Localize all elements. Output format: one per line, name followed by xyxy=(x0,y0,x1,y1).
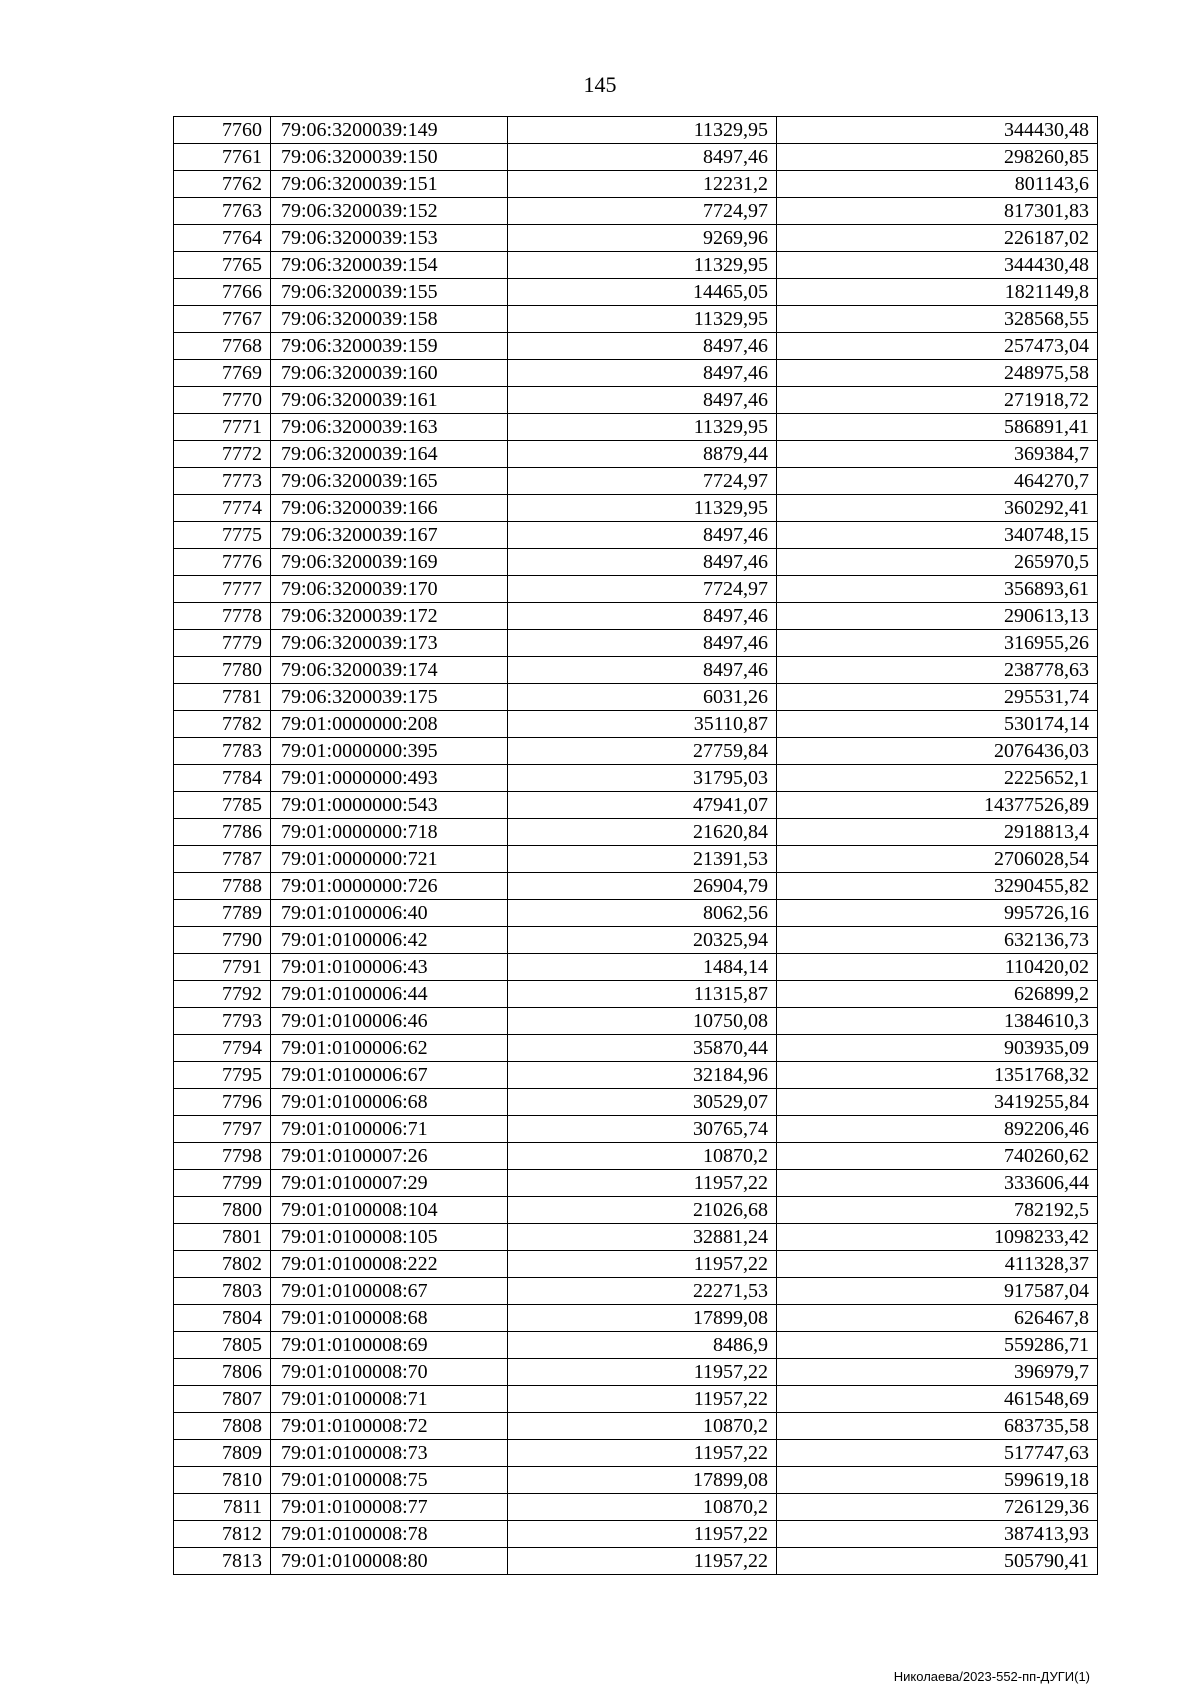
row-number-cell: 7769 xyxy=(174,360,271,387)
row-number-cell: 7799 xyxy=(174,1170,271,1197)
cadastral-number-cell: 79:01:0100008:72 xyxy=(271,1413,508,1440)
cadastral-number-cell: 79:01:0000000:493 xyxy=(271,765,508,792)
table-row xyxy=(174,306,1098,333)
cadastral-value-cell: 396979,7 xyxy=(777,1359,1098,1386)
cadastral-number-cell: 79:01:0100008:104 xyxy=(271,1197,508,1224)
cadastral-value-cell: 530174,14 xyxy=(777,711,1098,738)
row-number-cell: 7763 xyxy=(174,198,271,225)
row-number-cell: 7770 xyxy=(174,387,271,414)
cadastral-value-cell: 295531,74 xyxy=(777,684,1098,711)
area-cell: 47941,07 xyxy=(508,792,777,819)
table-row xyxy=(174,117,1098,144)
cadastral-number-cell: 79:01:0100008:68 xyxy=(271,1305,508,1332)
cadastral-number-cell: 79:06:3200039:163 xyxy=(271,414,508,441)
table-row xyxy=(174,576,1098,603)
row-number-cell: 7761 xyxy=(174,144,271,171)
area-cell: 12231,2 xyxy=(508,171,777,198)
table-row xyxy=(174,1035,1098,1062)
row-number-cell: 7811 xyxy=(174,1494,271,1521)
row-number-cell: 7804 xyxy=(174,1305,271,1332)
row-number-cell: 7783 xyxy=(174,738,271,765)
cadastral-value-cell: 265970,5 xyxy=(777,549,1098,576)
area-cell: 21620,84 xyxy=(508,819,777,846)
row-number-cell: 7806 xyxy=(174,1359,271,1386)
cadastral-value-cell: 226187,02 xyxy=(777,225,1098,252)
row-number-cell: 7772 xyxy=(174,441,271,468)
cadastral-value-cell: 1351768,32 xyxy=(777,1062,1098,1089)
area-cell: 27759,84 xyxy=(508,738,777,765)
table-row xyxy=(174,1062,1098,1089)
cadastral-value-cell: 328568,55 xyxy=(777,306,1098,333)
row-number-cell: 7786 xyxy=(174,819,271,846)
cadastral-number-cell: 79:06:3200039:150 xyxy=(271,144,508,171)
area-cell: 8497,46 xyxy=(508,360,777,387)
area-cell: 32881,24 xyxy=(508,1224,777,1251)
cadastral-value-cell: 290613,13 xyxy=(777,603,1098,630)
area-cell: 11957,22 xyxy=(508,1440,777,1467)
cadastral-value-cell: 2918813,4 xyxy=(777,819,1098,846)
cadastral-number-cell: 79:01:0000000:718 xyxy=(271,819,508,846)
cadastral-number-cell: 79:06:3200039:166 xyxy=(271,495,508,522)
table-row xyxy=(174,144,1098,171)
area-cell: 17899,08 xyxy=(508,1305,777,1332)
cadastral-number-cell: 79:01:0100007:26 xyxy=(271,1143,508,1170)
cadastral-number-cell: 79:01:0100008:80 xyxy=(271,1548,508,1575)
table-row xyxy=(174,846,1098,873)
area-cell: 11329,95 xyxy=(508,252,777,279)
cadastral-value-cell: 356893,61 xyxy=(777,576,1098,603)
cadastral-number-cell: 79:06:3200039:175 xyxy=(271,684,508,711)
table-row xyxy=(174,1008,1098,1035)
table-row xyxy=(174,684,1098,711)
row-number-cell: 7808 xyxy=(174,1413,271,1440)
cadastral-value-table xyxy=(173,116,1098,1575)
row-number-cell: 7785 xyxy=(174,792,271,819)
table-row xyxy=(174,225,1098,252)
area-cell: 11329,95 xyxy=(508,495,777,522)
table-row xyxy=(174,819,1098,846)
table-row xyxy=(174,954,1098,981)
area-cell: 8497,46 xyxy=(508,603,777,630)
cadastral-value-cell: 257473,04 xyxy=(777,333,1098,360)
cadastral-value-cell: 892206,46 xyxy=(777,1116,1098,1143)
table-row xyxy=(174,1197,1098,1224)
row-number-cell: 7807 xyxy=(174,1386,271,1413)
row-number-cell: 7775 xyxy=(174,522,271,549)
table-row xyxy=(174,360,1098,387)
row-number-cell: 7771 xyxy=(174,414,271,441)
cadastral-value-cell: 1098233,42 xyxy=(777,1224,1098,1251)
row-number-cell: 7813 xyxy=(174,1548,271,1575)
row-number-cell: 7766 xyxy=(174,279,271,306)
cadastral-value-cell: 3290455,82 xyxy=(777,873,1098,900)
cadastral-value-cell: 298260,85 xyxy=(777,144,1098,171)
cadastral-number-cell: 79:01:0000000:726 xyxy=(271,873,508,900)
area-cell: 21391,53 xyxy=(508,846,777,873)
area-cell: 31795,03 xyxy=(508,765,777,792)
area-cell: 8497,46 xyxy=(508,333,777,360)
row-number-cell: 7778 xyxy=(174,603,271,630)
table-row xyxy=(174,1359,1098,1386)
cadastral-value-cell: 360292,41 xyxy=(777,495,1098,522)
area-cell: 7724,97 xyxy=(508,576,777,603)
row-number-cell: 7788 xyxy=(174,873,271,900)
cadastral-value-cell: 586891,41 xyxy=(777,414,1098,441)
area-cell: 8497,46 xyxy=(508,522,777,549)
cadastral-number-cell: 79:06:3200039:164 xyxy=(271,441,508,468)
area-cell: 9269,96 xyxy=(508,225,777,252)
table-row xyxy=(174,711,1098,738)
table-row xyxy=(174,1440,1098,1467)
area-cell: 11315,87 xyxy=(508,981,777,1008)
cadastral-value-cell: 387413,93 xyxy=(777,1521,1098,1548)
cadastral-value-cell: 271918,72 xyxy=(777,387,1098,414)
area-cell: 8879,44 xyxy=(508,441,777,468)
table-row xyxy=(174,792,1098,819)
row-number-cell: 7779 xyxy=(174,630,271,657)
area-cell: 6031,26 xyxy=(508,684,777,711)
area-cell: 30529,07 xyxy=(508,1089,777,1116)
table-row xyxy=(174,1251,1098,1278)
cadastral-value-cell: 505790,41 xyxy=(777,1548,1098,1575)
cadastral-value-cell: 411328,37 xyxy=(777,1251,1098,1278)
area-cell: 11957,22 xyxy=(508,1170,777,1197)
cadastral-value-cell: 626899,2 xyxy=(777,981,1098,1008)
row-number-cell: 7762 xyxy=(174,171,271,198)
cadastral-number-cell: 79:01:0100006:44 xyxy=(271,981,508,1008)
area-cell: 8497,46 xyxy=(508,657,777,684)
page-number: 145 xyxy=(583,72,617,97)
cadastral-number-cell: 79:01:0100008:67 xyxy=(271,1278,508,1305)
row-number-cell: 7780 xyxy=(174,657,271,684)
cadastral-value-cell: 726129,36 xyxy=(777,1494,1098,1521)
cadastral-number-cell: 79:01:0100006:46 xyxy=(271,1008,508,1035)
cadastral-number-cell: 79:06:3200039:169 xyxy=(271,549,508,576)
row-number-cell: 7789 xyxy=(174,900,271,927)
area-cell: 11957,22 xyxy=(508,1386,777,1413)
row-number-cell: 7765 xyxy=(174,252,271,279)
cadastral-value-cell: 464270,7 xyxy=(777,468,1098,495)
cadastral-number-cell: 79:01:0100008:70 xyxy=(271,1359,508,1386)
row-number-cell: 7792 xyxy=(174,981,271,1008)
area-cell: 21026,68 xyxy=(508,1197,777,1224)
cadastral-value-cell: 333606,44 xyxy=(777,1170,1098,1197)
row-number-cell: 7760 xyxy=(174,117,271,144)
row-number-cell: 7805 xyxy=(174,1332,271,1359)
cadastral-value-cell: 1384610,3 xyxy=(777,1008,1098,1035)
row-number-cell: 7767 xyxy=(174,306,271,333)
area-cell: 8486,9 xyxy=(508,1332,777,1359)
cadastral-number-cell: 79:01:0100008:105 xyxy=(271,1224,508,1251)
area-cell: 10870,2 xyxy=(508,1143,777,1170)
cadastral-number-cell: 79:01:0100006:40 xyxy=(271,900,508,927)
table-row xyxy=(174,468,1098,495)
area-cell: 8497,46 xyxy=(508,387,777,414)
cadastral-number-cell: 79:06:3200039:167 xyxy=(271,522,508,549)
cadastral-number-cell: 79:06:3200039:165 xyxy=(271,468,508,495)
row-number-cell: 7803 xyxy=(174,1278,271,1305)
area-cell: 20325,94 xyxy=(508,927,777,954)
cadastral-number-cell: 79:06:3200039:170 xyxy=(271,576,508,603)
cadastral-value-cell: 369384,7 xyxy=(777,441,1098,468)
row-number-cell: 7787 xyxy=(174,846,271,873)
area-cell: 35110,87 xyxy=(508,711,777,738)
document-code-footer: Николаева/2023-552-пп-ДУГИ(1) xyxy=(893,1669,1090,1684)
cadastral-number-cell: 79:01:0100006:67 xyxy=(271,1062,508,1089)
cadastral-number-cell: 79:06:3200039:152 xyxy=(271,198,508,225)
table-row xyxy=(174,738,1098,765)
table-row xyxy=(174,279,1098,306)
cadastral-number-cell: 79:01:0100006:42 xyxy=(271,927,508,954)
area-cell: 14465,05 xyxy=(508,279,777,306)
table-row xyxy=(174,1305,1098,1332)
cadastral-number-cell: 79:06:3200039:174 xyxy=(271,657,508,684)
cadastral-value-cell: 559286,71 xyxy=(777,1332,1098,1359)
cadastral-number-cell: 79:06:3200039:173 xyxy=(271,630,508,657)
table-row xyxy=(174,1521,1098,1548)
table-row xyxy=(174,1143,1098,1170)
area-cell: 8497,46 xyxy=(508,549,777,576)
cadastral-value-cell: 995726,16 xyxy=(777,900,1098,927)
cadastral-value-cell: 517747,63 xyxy=(777,1440,1098,1467)
cadastral-value-cell: 110420,02 xyxy=(777,954,1098,981)
row-number-cell: 7782 xyxy=(174,711,271,738)
table-row xyxy=(174,900,1098,927)
row-number-cell: 7777 xyxy=(174,576,271,603)
table-body xyxy=(174,117,1098,1575)
cadastral-number-cell: 79:06:3200039:153 xyxy=(271,225,508,252)
table-row xyxy=(174,603,1098,630)
cadastral-number-cell: 79:06:3200039:172 xyxy=(271,603,508,630)
cadastral-value-cell: 14377526,89 xyxy=(777,792,1098,819)
cadastral-number-cell: 79:06:3200039:149 xyxy=(271,117,508,144)
table-row xyxy=(174,657,1098,684)
row-number-cell: 7794 xyxy=(174,1035,271,1062)
cadastral-number-cell: 79:01:0100008:73 xyxy=(271,1440,508,1467)
area-cell: 7724,97 xyxy=(508,468,777,495)
area-cell: 10750,08 xyxy=(508,1008,777,1035)
area-cell: 11329,95 xyxy=(508,414,777,441)
table-row xyxy=(174,549,1098,576)
table-row xyxy=(174,333,1098,360)
row-number-cell: 7812 xyxy=(174,1521,271,1548)
cadastral-number-cell: 79:01:0100008:71 xyxy=(271,1386,508,1413)
table-row xyxy=(174,630,1098,657)
cadastral-number-cell: 79:06:3200039:159 xyxy=(271,333,508,360)
row-number-cell: 7800 xyxy=(174,1197,271,1224)
table-row xyxy=(174,1332,1098,1359)
cadastral-number-cell: 79:01:0100008:69 xyxy=(271,1332,508,1359)
row-number-cell: 7776 xyxy=(174,549,271,576)
cadastral-value-cell: 817301,83 xyxy=(777,198,1098,225)
cadastral-number-cell: 79:01:0100007:29 xyxy=(271,1170,508,1197)
area-cell: 32184,96 xyxy=(508,1062,777,1089)
area-cell: 8062,56 xyxy=(508,900,777,927)
row-number-cell: 7798 xyxy=(174,1143,271,1170)
table-row xyxy=(174,441,1098,468)
cadastral-number-cell: 79:01:0000000:543 xyxy=(271,792,508,819)
cadastral-value-cell: 917587,04 xyxy=(777,1278,1098,1305)
row-number-cell: 7795 xyxy=(174,1062,271,1089)
cadastral-value-cell: 801143,6 xyxy=(777,171,1098,198)
cadastral-number-cell: 79:06:3200039:160 xyxy=(271,360,508,387)
table-row xyxy=(174,981,1098,1008)
cadastral-number-cell: 79:06:3200039:151 xyxy=(271,171,508,198)
area-cell: 22271,53 xyxy=(508,1278,777,1305)
row-number-cell: 7791 xyxy=(174,954,271,981)
table-row xyxy=(174,1116,1098,1143)
cadastral-value-cell: 316955,26 xyxy=(777,630,1098,657)
cadastral-value-cell: 1821149,8 xyxy=(777,279,1098,306)
row-number-cell: 7768 xyxy=(174,333,271,360)
cadastral-value-cell: 2706028,54 xyxy=(777,846,1098,873)
row-number-cell: 7810 xyxy=(174,1467,271,1494)
cadastral-value-cell: 340748,15 xyxy=(777,522,1098,549)
row-number-cell: 7784 xyxy=(174,765,271,792)
table-row xyxy=(174,1386,1098,1413)
cadastral-value-cell: 632136,73 xyxy=(777,927,1098,954)
area-cell: 30765,74 xyxy=(508,1116,777,1143)
row-number-cell: 7797 xyxy=(174,1116,271,1143)
row-number-cell: 7773 xyxy=(174,468,271,495)
area-cell: 7724,97 xyxy=(508,198,777,225)
table-row xyxy=(174,1170,1098,1197)
cadastral-number-cell: 79:06:3200039:158 xyxy=(271,306,508,333)
area-cell: 11957,22 xyxy=(508,1521,777,1548)
cadastral-value-cell: 344430,48 xyxy=(777,117,1098,144)
cadastral-number-cell: 79:01:0000000:208 xyxy=(271,711,508,738)
area-cell: 11329,95 xyxy=(508,117,777,144)
cadastral-value-cell: 461548,69 xyxy=(777,1386,1098,1413)
row-number-cell: 7809 xyxy=(174,1440,271,1467)
area-cell: 1484,14 xyxy=(508,954,777,981)
area-cell: 11957,22 xyxy=(508,1251,777,1278)
row-number-cell: 7802 xyxy=(174,1251,271,1278)
table-row xyxy=(174,1467,1098,1494)
table-row xyxy=(174,495,1098,522)
area-cell: 11957,22 xyxy=(508,1359,777,1386)
cadastral-value-cell: 626467,8 xyxy=(777,1305,1098,1332)
cadastral-value-cell: 683735,58 xyxy=(777,1413,1098,1440)
row-number-cell: 7774 xyxy=(174,495,271,522)
cadastral-number-cell: 79:01:0100006:62 xyxy=(271,1035,508,1062)
row-number-cell: 7793 xyxy=(174,1008,271,1035)
table-row xyxy=(174,1089,1098,1116)
row-number-cell: 7801 xyxy=(174,1224,271,1251)
table-row xyxy=(174,1548,1098,1575)
table-row xyxy=(174,522,1098,549)
cadastral-value-cell: 344430,48 xyxy=(777,252,1098,279)
table-row xyxy=(174,927,1098,954)
cadastral-number-cell: 79:06:3200039:161 xyxy=(271,387,508,414)
table-row xyxy=(174,252,1098,279)
area-cell: 11329,95 xyxy=(508,306,777,333)
table-row xyxy=(174,414,1098,441)
cadastral-number-cell: 79:06:3200039:154 xyxy=(271,252,508,279)
table-row xyxy=(174,1224,1098,1251)
cadastral-value-cell: 782192,5 xyxy=(777,1197,1098,1224)
area-cell: 35870,44 xyxy=(508,1035,777,1062)
row-number-cell: 7790 xyxy=(174,927,271,954)
cadastral-value-cell: 903935,09 xyxy=(777,1035,1098,1062)
area-cell: 11957,22 xyxy=(508,1548,777,1575)
cadastral-number-cell: 79:01:0000000:395 xyxy=(271,738,508,765)
area-cell: 17899,08 xyxy=(508,1467,777,1494)
table-row xyxy=(174,1278,1098,1305)
cadastral-number-cell: 79:01:0100008:77 xyxy=(271,1494,508,1521)
cadastral-value-cell: 740260,62 xyxy=(777,1143,1098,1170)
row-number-cell: 7781 xyxy=(174,684,271,711)
table-row xyxy=(174,387,1098,414)
cadastral-value-cell: 2225652,1 xyxy=(777,765,1098,792)
cadastral-value-cell: 2076436,03 xyxy=(777,738,1098,765)
table-row xyxy=(174,171,1098,198)
cadastral-number-cell: 79:01:0100008:78 xyxy=(271,1521,508,1548)
cadastral-number-cell: 79:01:0100006:71 xyxy=(271,1116,508,1143)
area-cell: 10870,2 xyxy=(508,1413,777,1440)
cadastral-value-cell: 3419255,84 xyxy=(777,1089,1098,1116)
cadastral-value-cell: 248975,58 xyxy=(777,360,1098,387)
table-row xyxy=(174,765,1098,792)
table-row xyxy=(174,1413,1098,1440)
area-cell: 10870,2 xyxy=(508,1494,777,1521)
area-cell: 8497,46 xyxy=(508,144,777,171)
cadastral-value-cell: 599619,18 xyxy=(777,1467,1098,1494)
cadastral-number-cell: 79:01:0100006:43 xyxy=(271,954,508,981)
cadastral-number-cell: 79:01:0100008:222 xyxy=(271,1251,508,1278)
cadastral-value-cell: 238778,63 xyxy=(777,657,1098,684)
cadastral-number-cell: 79:01:0000000:721 xyxy=(271,846,508,873)
row-number-cell: 7764 xyxy=(174,225,271,252)
cadastral-number-cell: 79:06:3200039:155 xyxy=(271,279,508,306)
area-cell: 26904,79 xyxy=(508,873,777,900)
cadastral-number-cell: 79:01:0100006:68 xyxy=(271,1089,508,1116)
area-cell: 8497,46 xyxy=(508,630,777,657)
table-row xyxy=(174,198,1098,225)
table-row xyxy=(174,1494,1098,1521)
row-number-cell: 7796 xyxy=(174,1089,271,1116)
cadastral-number-cell: 79:01:0100008:75 xyxy=(271,1467,508,1494)
table-row xyxy=(174,873,1098,900)
